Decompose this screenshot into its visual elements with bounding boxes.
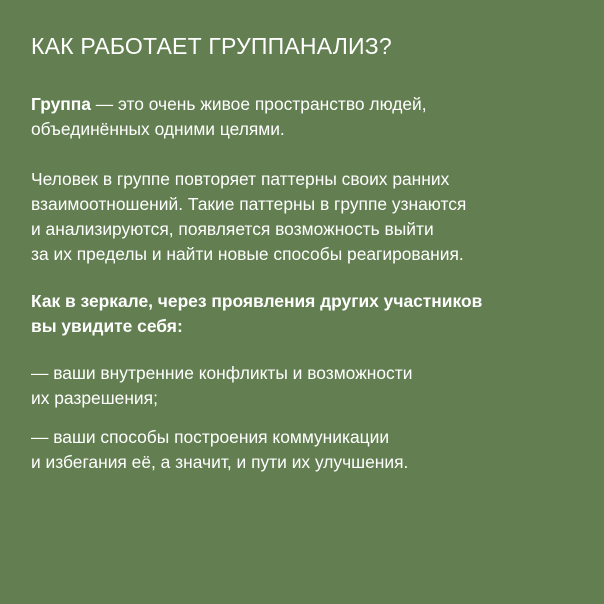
group-definition-line-2: объединённых одними целями. [31,119,285,139]
person-paragraph-line: Человек в группе повторяет паттерны своих ранних [31,169,450,189]
list-item-line: и избегания её, а значит, и пути их улучшения. [31,452,409,472]
mirror-heading-line: вы увидите себя: [31,316,183,336]
list-item-communication [31,425,564,475]
group-definition-paragraph [31,92,564,142]
list-item-line: — ваши способы построения коммуникации [31,427,390,447]
list-item-line: — ваши внутренние конфликты и возможности [31,363,413,383]
person-paragraph-line: взаимоотношений. Такие паттерны в группе узнаются [31,194,467,214]
mirror-heading [31,289,564,339]
list-item-line: их разрешения; [31,388,158,408]
group-bold-word: Группа [31,94,91,114]
group-definition-rest: — это очень живое пространство людей, [90,94,427,114]
person-paragraph-line: и анализируются, появляется возможность выйти [31,219,434,239]
person-paragraph-line: за их пределы и найти новые способы реагирования. [31,244,464,264]
mirror-heading-line: Как в зеркале, через проявления других участников [31,291,483,311]
page-title: КАК РАБОТАЕТ ГРУППАНАЛИЗ? [31,33,392,59]
list-item-conflicts [31,361,564,411]
person-in-group-paragraph [31,167,564,267]
group-definition-line-1 [31,92,564,117]
